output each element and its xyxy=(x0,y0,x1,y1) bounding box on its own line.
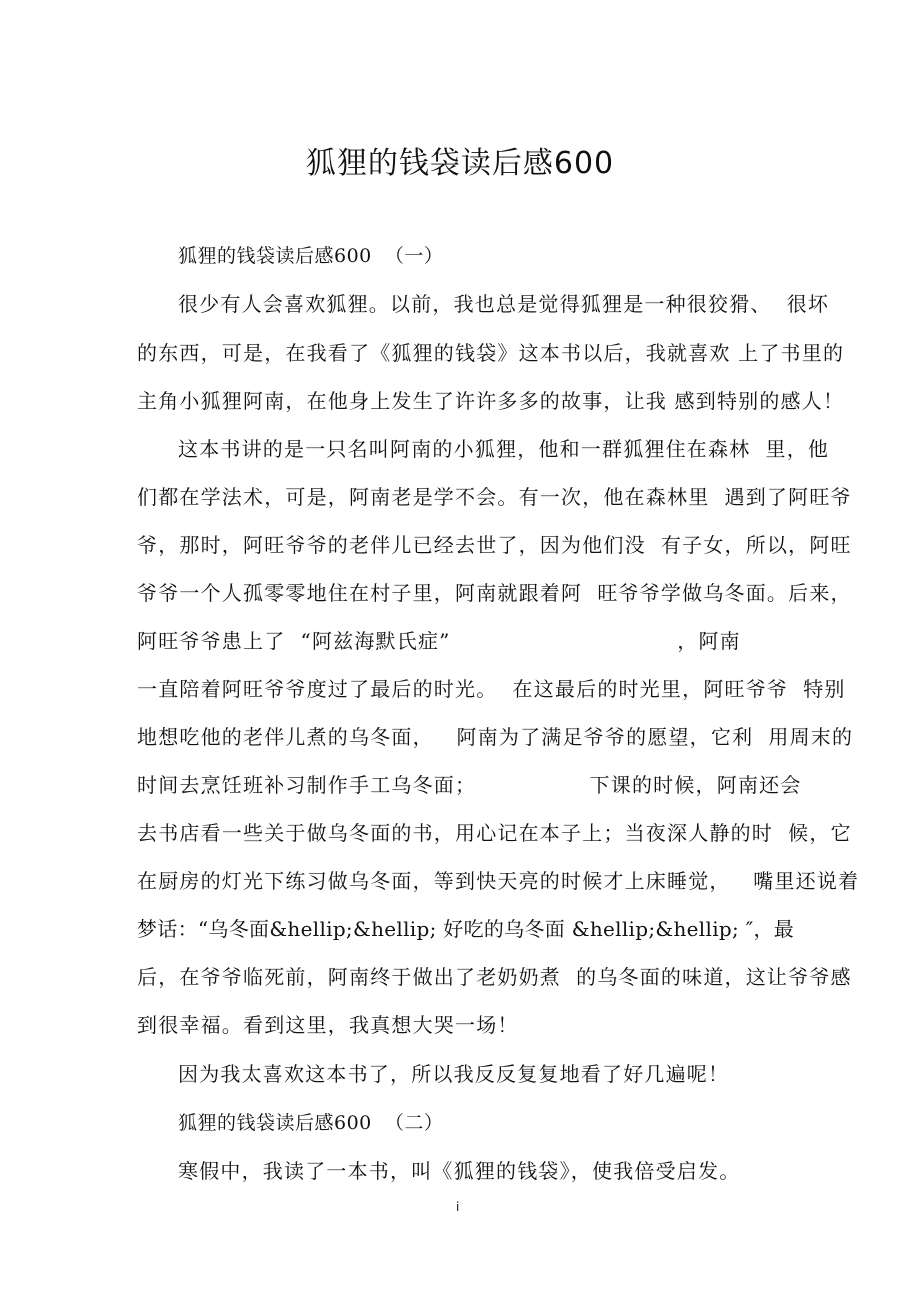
text-line: 去书店看一些关于做乌冬面的书，用心记在本子上；当夜深人静的时 候，它 xyxy=(137,821,852,845)
section-heading-1: 狐狸的钱袋读后感600 （一） xyxy=(178,245,444,267)
text-line: 爷爷一个人孤零零地住在村子里，阿南就跟着阿 旺爷爷学做乌冬面。后来， xyxy=(137,581,852,605)
text-line: 因为我太喜欢这本书了，所以我反反复复地看了好几遍呢！ xyxy=(178,1062,730,1086)
text-line: 阿旺爷爷患上了 “阿兹海默氏症” ，阿南 xyxy=(137,629,741,653)
text-line: 梦话：“乌冬面&hellip;&hellip; 好吃的乌冬面 &hellip;&hellip; ″，最 xyxy=(137,917,795,941)
text-line: 到很幸福。看到这里，我真想大哭一场！ xyxy=(137,1013,519,1037)
text-line: 爷，那时，阿旺爷爷的老伴儿已经去世了，因为他们没 有子女，所以，阿旺 xyxy=(137,533,852,557)
text-line: 后，在爷爷临死前，阿南终于做出了老奶奶煮 的乌冬面的味道，这让爷爷感 xyxy=(137,965,852,989)
document-title: 狐狸的钱袋读后感600 xyxy=(305,146,615,181)
text-line: 很少有人会喜欢狐狸。以前，我也总是觉得狐狸是一种很狡猾、 很坏 xyxy=(178,292,830,316)
text-line: 主角小狐狸阿南，在他身上发生了许许多多的故事，让我 感到特别的感人！ xyxy=(137,389,845,413)
text-line: 时间去烹饪班补习制作手工乌冬面； 下课的时候，阿南还会 xyxy=(137,773,802,797)
text-line: 一直陪着阿旺爷爷度过了最后的时光。 在这最后的时光里，阿旺爷爷 特别 xyxy=(137,677,846,701)
section-heading-2: 狐狸的钱袋读后感600 （二） xyxy=(178,1112,444,1134)
text-line: 的东西，可是，在我看了《狐狸的钱袋》这本书以后，我就喜欢 上了书里的 xyxy=(137,341,845,365)
text-line: 地想吃他的老伴儿煮的乌冬面， 阿南为了满足爷爷的愿望，它利 用周末的 xyxy=(137,725,854,749)
text-line: 们都在学法术，可是，阿南老是学不会。有一次，他在森林里 遇到了阿旺爷 xyxy=(137,485,852,509)
text-line: 这本书讲的是一只名叫阿南的小狐狸，他和一群狐狸住在森林 里，他 xyxy=(178,437,830,461)
text-line: 在厨房的灯光下练习做乌冬面，等到快天亮的时候才上床睡觉， 嘴里还说着 xyxy=(137,869,860,893)
text-line: 寒假中，我读了一本书，叫《狐狸的钱袋》，使我倍受启发。 xyxy=(178,1159,741,1183)
page-number: i xyxy=(456,1200,460,1214)
